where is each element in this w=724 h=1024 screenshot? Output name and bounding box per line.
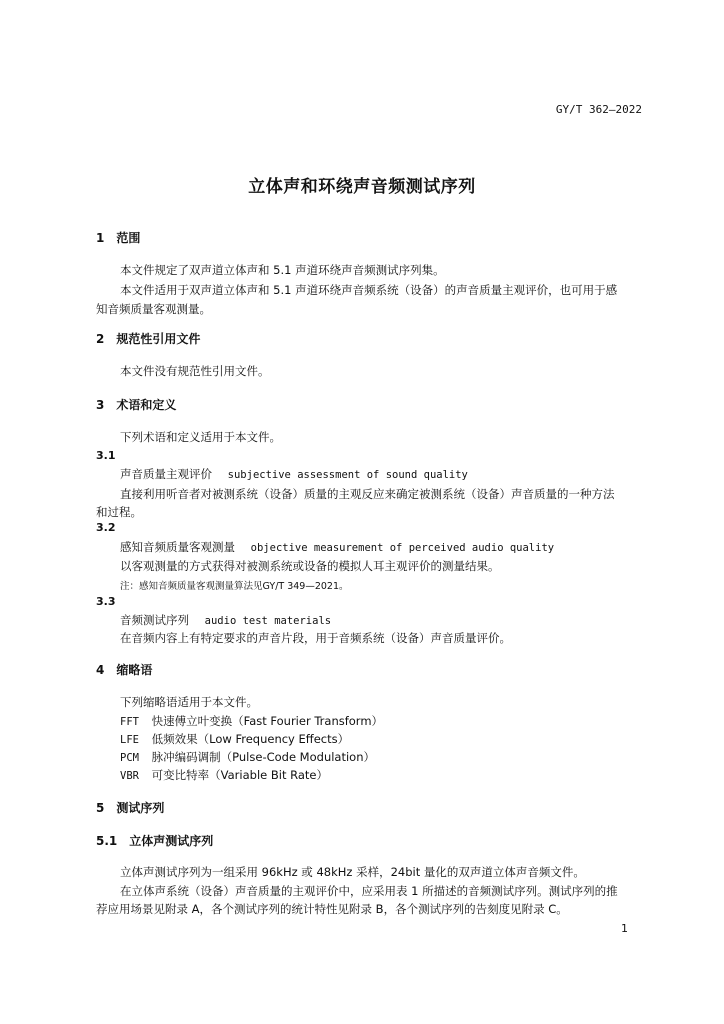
section-3-heading: 3 术语和定义 (96, 398, 177, 412)
term-english: audio test materials (204, 615, 332, 627)
abbreviation: LFE (120, 734, 139, 746)
term-number: 3.1 (96, 449, 116, 462)
section-3-intro: 下列术语和定义适用于本文件。 (120, 430, 281, 444)
term-definition: 和过程。 (96, 505, 142, 519)
section-5-1-heading: 5.1 立体声测试序列 (96, 834, 214, 848)
term-note: 注：感知音频质量客观测量算法见GY/T 349—2021。 (120, 581, 349, 592)
term-chinese: 感知音频质量客观测量 (120, 540, 235, 554)
term-chinese: 声音质量主观评价 (120, 467, 212, 481)
document-title: 立体声和环绕声音频测试序列 (248, 177, 476, 197)
section-5-paragraph: 立体声测试序列为一组采用 96kHz 或 48kHz 采样，24bit 量化的双声道立体声音频文件。 (120, 865, 585, 879)
term-number: 3.2 (96, 521, 116, 534)
section-4-intro: 下列缩略语适用于本文件。 (120, 695, 258, 709)
section-5-paragraph: 在立体声系统（设备）声音质量的主观评价中，应采用表 1 所描述的音频测试序列。测试序列的推 (120, 884, 618, 898)
section-4-heading: 4 缩略语 (96, 663, 153, 677)
term-english: subjective assessment of sound quality (227, 469, 468, 481)
section-2-paragraph: 本文件没有规范性引用文件。 (120, 364, 270, 378)
term-title (120, 539, 554, 555)
abbreviation-row (120, 749, 375, 765)
section-1-heading: 1 范围 (96, 231, 141, 245)
abbreviation-row (120, 713, 383, 729)
term-number: 3.3 (96, 595, 116, 608)
section-2-heading: 2 规范性引用文件 (96, 332, 201, 346)
abbreviation-description: 低频效果（Low Frequency Effects） (151, 732, 350, 746)
term-definition: 以客观测量的方式获得对被测系统或设备的模拟人耳主观评价的测量结果。 (120, 559, 500, 573)
abbreviation-row (120, 767, 328, 783)
section-1-paragraph: 知音频质量客观测量。 (96, 302, 211, 316)
abbreviation-description: 脉冲编码调制（Pulse-Code Modulation） (151, 750, 376, 764)
abbreviation: VBR (120, 770, 139, 782)
term-title (120, 612, 331, 628)
section-1-paragraph: 本文件规定了双声道立体声和 5.1 声道环绕声音频测试序列集。 (120, 263, 445, 277)
abbreviation-description: 快速傅立叶变换（Fast Fourier Transform） (151, 714, 384, 728)
term-english: objective measurement of perceived audio quality (250, 542, 555, 554)
term-title (120, 466, 468, 482)
abbreviation: FFT (120, 716, 139, 728)
section-5-paragraph: 荐应用场景见附录 A，各个测试序列的统计特性见附录 B，各个测试序列的告刻度见附录 C。 (96, 902, 568, 916)
section-1-paragraph: 本文件适用于双声道立体声和 5.1 声道环绕声音频系统（设备）的声音质量主观评价，也可用于感 (120, 283, 618, 297)
section-5-heading: 5 测试序列 (96, 801, 165, 815)
term-definition: 直接利用听音者对被测系统（设备）质量的主观反应来确定被测系统（设备）声音质量的一种方法 (120, 487, 615, 501)
term-chinese: 音频测试序列 (120, 613, 189, 627)
page-number: 1 (621, 922, 628, 935)
abbreviation-row (120, 731, 349, 747)
abbreviation-description: 可变比特率（Variable Bit Rate） (151, 768, 328, 782)
standard-number: GY/T 362—2022 (555, 103, 642, 116)
abbreviation: PCM (120, 752, 139, 764)
term-definition: 在音频内容上有特定要求的声音片段，用于音频系统（设备）声音质量评价。 (120, 631, 511, 645)
